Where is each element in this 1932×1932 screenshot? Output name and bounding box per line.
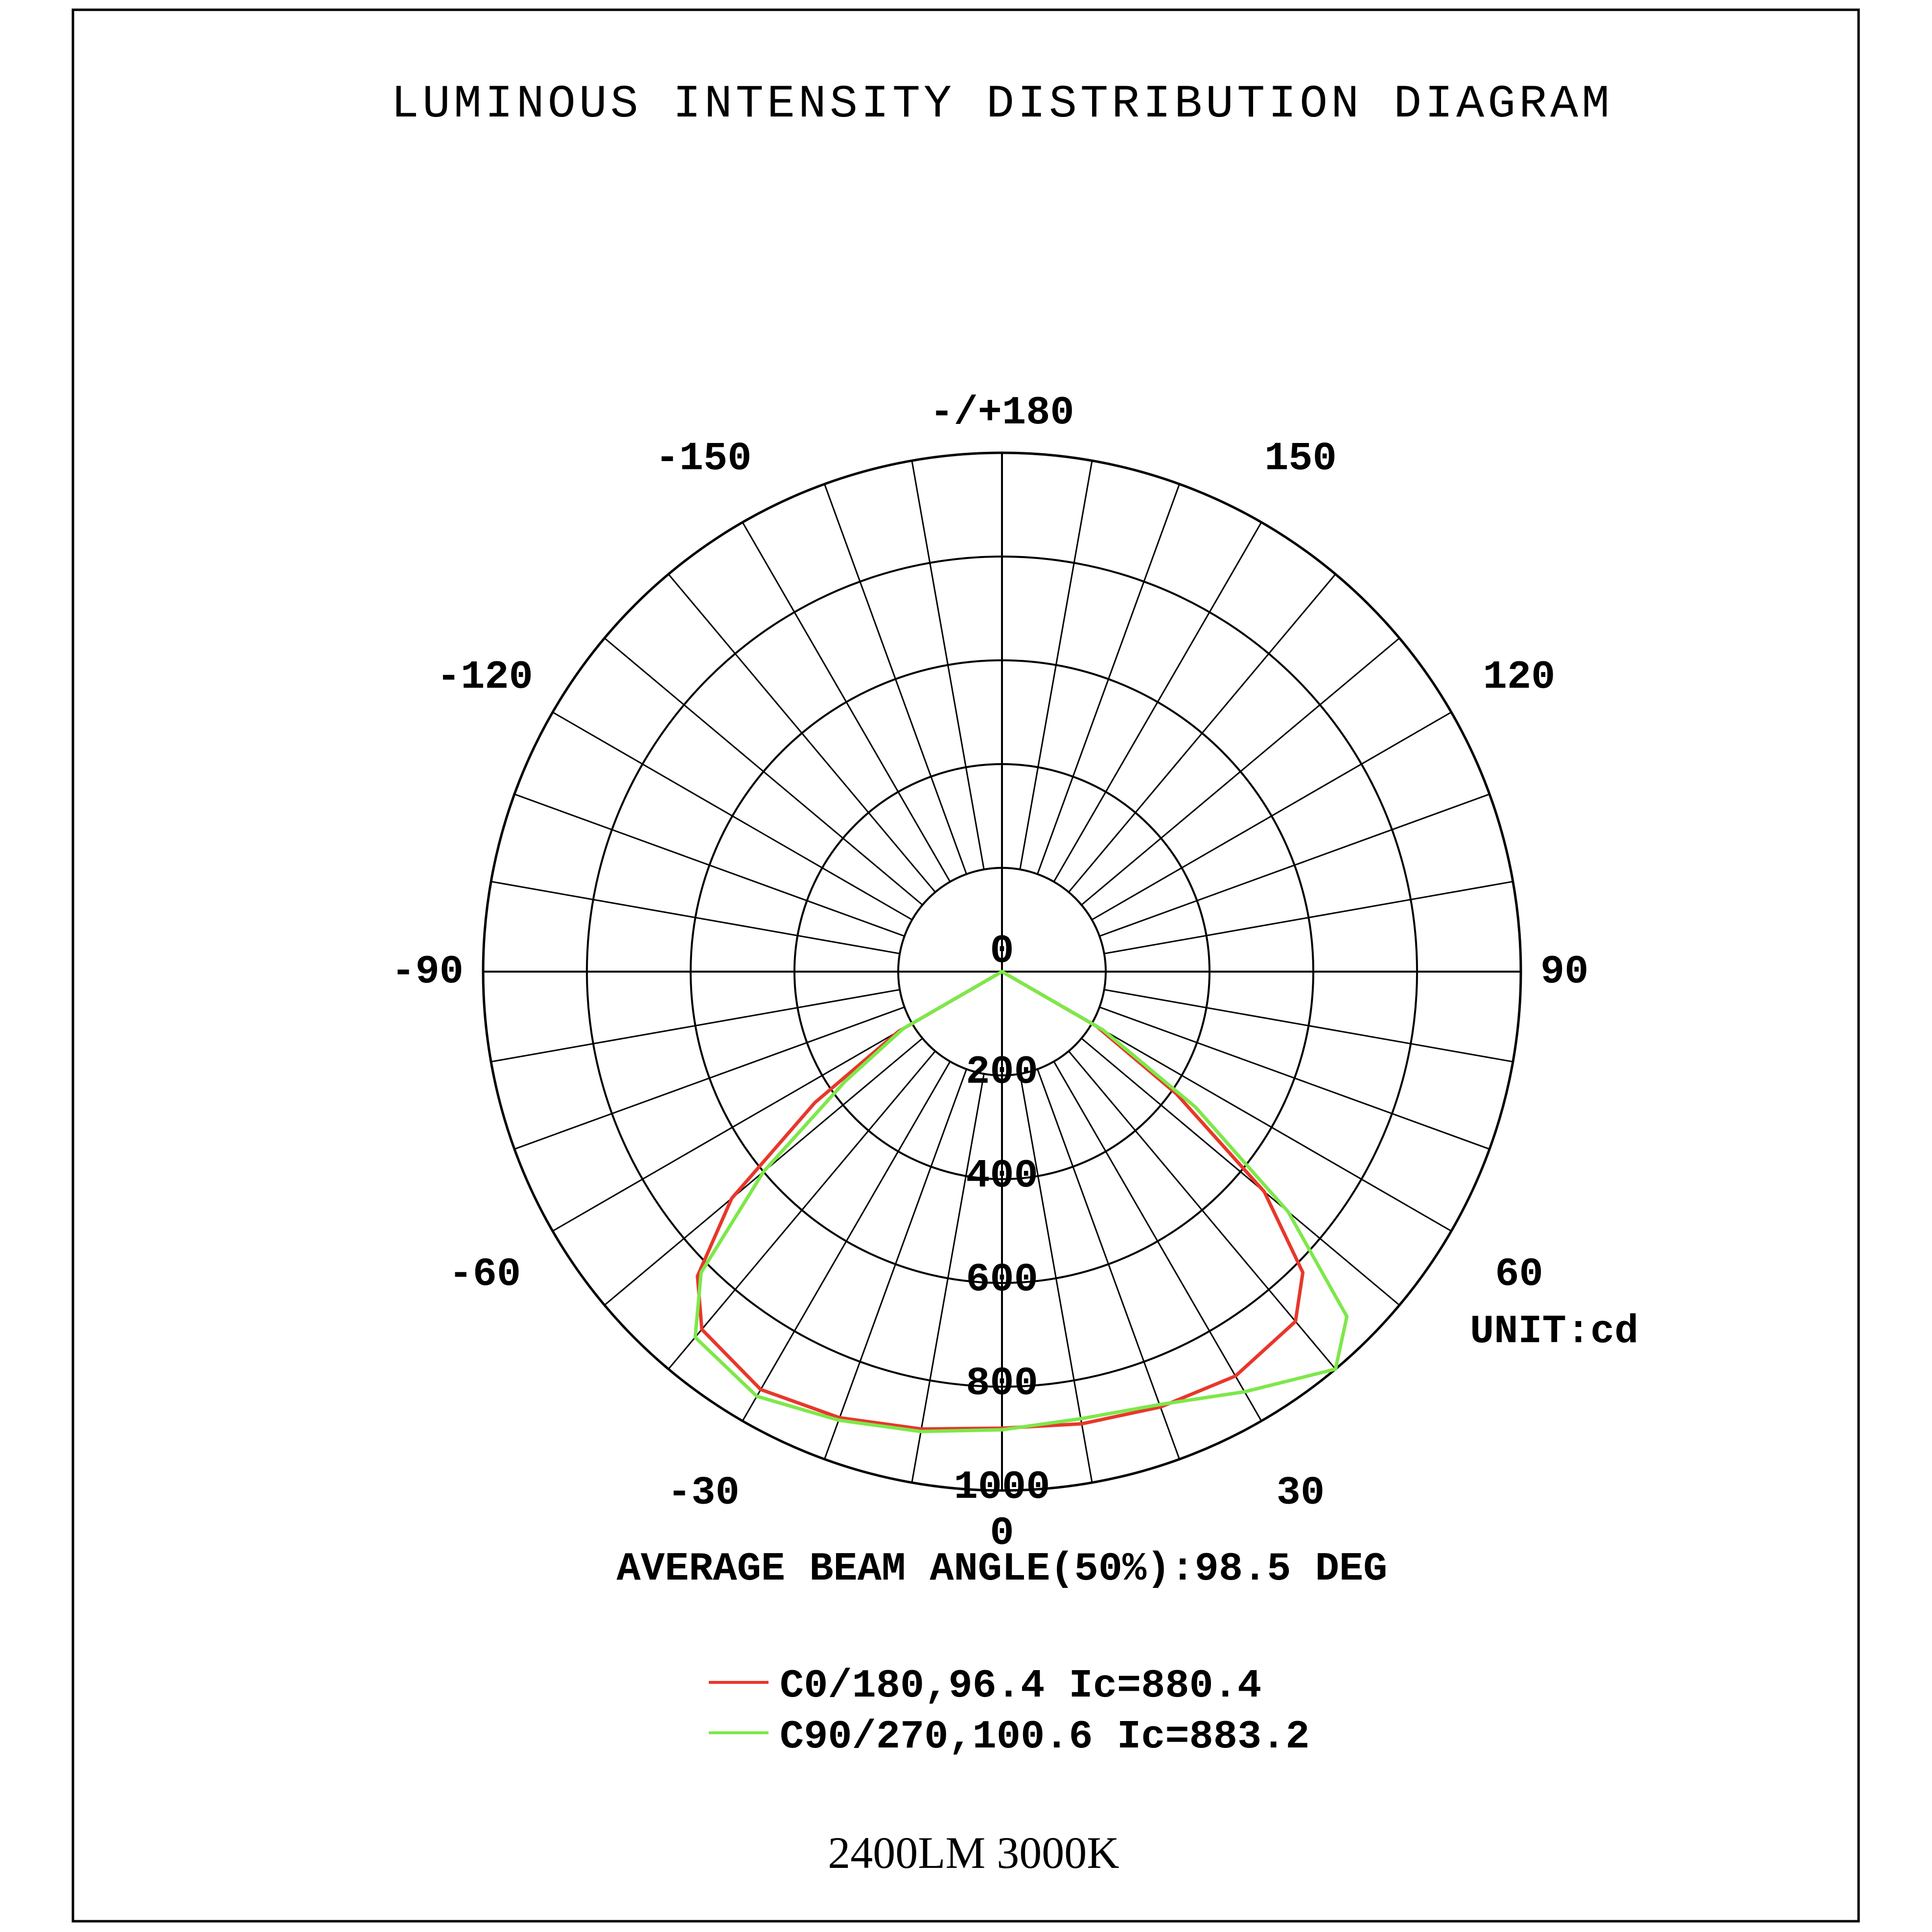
grid-spoke-280 [491, 990, 900, 1062]
grid-spoke-100 [1104, 882, 1513, 954]
angle-label-60: 60 [1495, 1252, 1543, 1297]
grid-spoke-240 [553, 712, 912, 920]
grid-spoke-120 [1092, 712, 1451, 920]
grid-spoke-30 [1054, 1062, 1261, 1421]
angle-label-120: 120 [1483, 654, 1556, 700]
grid-spoke-190 [912, 461, 984, 869]
grid-spoke-60 [1092, 1024, 1451, 1231]
radial-label-1000: 1000 [954, 1465, 1050, 1510]
legend-label-c0-180: C0/180,96.4 Ic=880.4 [780, 1663, 1262, 1709]
grid-spoke-80 [1104, 990, 1513, 1062]
chart-border [73, 10, 1859, 1921]
grid-spoke-320 [669, 1051, 935, 1369]
legend [709, 1663, 1310, 1760]
center-label: 0 [990, 929, 1014, 974]
angle-label-neg90: -90 [391, 949, 464, 995]
grid-spoke-170 [1020, 461, 1092, 869]
grid-spoke-150 [1054, 522, 1261, 882]
radial-label-800: 800 [966, 1361, 1038, 1406]
grid-spoke-330 [743, 1062, 950, 1421]
angle-label-150: 150 [1264, 436, 1337, 482]
radial-label-400: 400 [966, 1153, 1038, 1199]
grid-spoke-250 [514, 794, 905, 936]
angle-label-180: -/+180 [930, 390, 1074, 436]
legend-label-c90-270: C90/270,100.6 Ic=883.2 [780, 1714, 1310, 1760]
grid-spoke-140 [1069, 574, 1335, 892]
lamp-spec-footer: 2400LM 3000K [828, 1828, 1119, 1878]
grid-spoke-200 [824, 484, 966, 874]
radial-label-200: 200 [966, 1049, 1038, 1095]
beam-angle-summary: AVERAGE BEAM ANGLE(50%):98.5 DEG [616, 1546, 1388, 1592]
angle-label-0: 0 [990, 1511, 1014, 1556]
grid-spoke-160 [1038, 484, 1180, 874]
angle-label-30: 30 [1276, 1470, 1325, 1516]
grid-spoke-20 [1038, 1069, 1180, 1459]
grid-spoke-110 [1099, 794, 1490, 936]
angle-label-90: 90 [1540, 949, 1589, 995]
angle-label-neg120: -120 [437, 654, 533, 700]
unit-label: UNIT:cd [1470, 1309, 1639, 1354]
grid-spoke-50 [1081, 1038, 1399, 1305]
grid-spoke-340 [824, 1069, 966, 1459]
grid-spoke-220 [669, 574, 935, 892]
angle-label-neg30: -30 [667, 1470, 740, 1516]
grid-spoke-210 [743, 522, 950, 882]
angle-label-neg150: -150 [655, 436, 752, 482]
grid-spoke-230 [605, 638, 923, 905]
angle-label-neg60: -60 [448, 1252, 521, 1297]
grid-spoke-260 [491, 882, 900, 954]
chart-title: LUMINOUS INTENSITY DISTRIBUTION DIAGRAM [391, 78, 1613, 131]
radial-label-600: 600 [966, 1257, 1038, 1303]
grid-spoke-130 [1081, 638, 1399, 905]
